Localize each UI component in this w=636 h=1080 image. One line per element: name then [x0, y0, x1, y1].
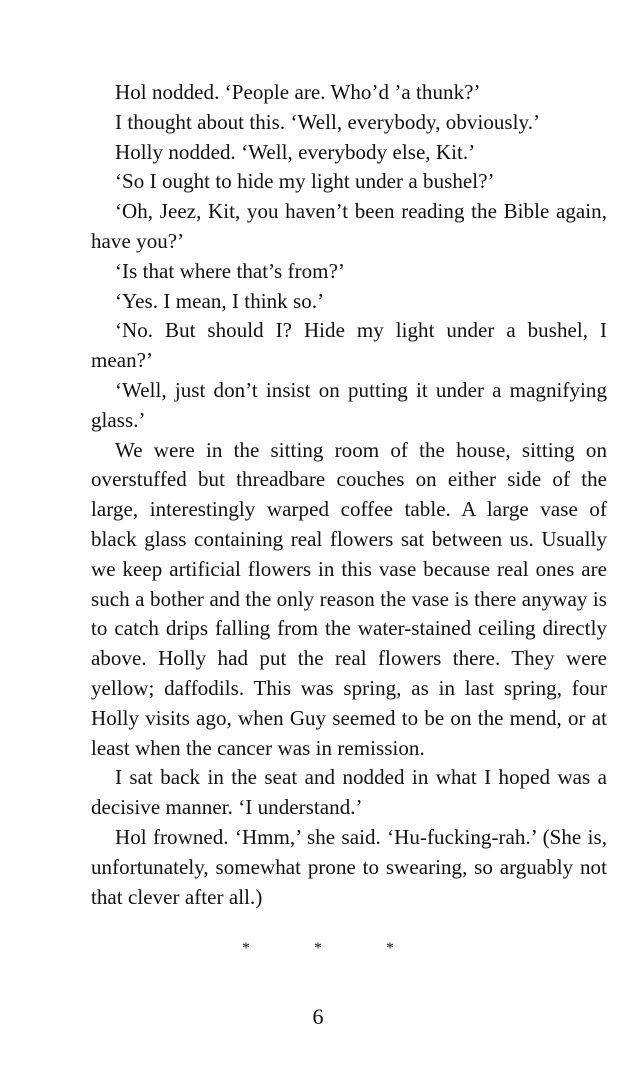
paragraph: Hol frowned. ‘Hmm,’ she said. ‘Hu-fucking-rah.’ (She is, unfortunately, somewhat prone to swearing, so arguably not that clever after all.)	[91, 824, 607, 909]
paragraph: Hol nodded. ‘People are. Who’d ’a thunk?’	[115, 80, 481, 104]
paragraph: ‘Yes. I mean, I think so.’	[115, 288, 325, 313]
paragraph: ‘No. But should I? Hide my light under a bushel, I mean?’	[91, 318, 607, 373]
paragraph: ‘Oh, Jeez, Kit, you haven’t been reading the Bible again, have you?’	[91, 199, 607, 253]
paragraph: I thought about this. ‘Well, everybody, obviously.’	[115, 109, 541, 134]
paragraph: ‘Is that where that’s from?’	[115, 258, 345, 283]
paragraph: ‘Well, just don’t insist on putting it under a magnifying glass.’	[91, 377, 607, 432]
paragraph: We were in the sitting room of the house, sitting on overstuffed but threadbare couches on either side of the large, interestingly warped coffee table. A large vase of black glass containing real flowers sat between us. Usually we keep artificial flowers in this vase because real ones are such a bother and the only reason the vase is there anyway is to catch drips falling from the water-stained ceiling directly above. Holly had put the real flowers there. They were yellow; daffodils. This was spring, as in last spring, four Holly visits ago, when Guy seemed to be on the mend, or at least when the cancer was in remission.	[91, 437, 607, 760]
page-number: 6	[312, 1004, 324, 1029]
paragraph: Holly nodded. ‘Well, everybody else, Kit.’	[115, 139, 476, 164]
paragraph: I sat back in the seat and nodded in what I hoped was a decisive manner. ‘I understand.’	[91, 765, 607, 820]
paragraph: ‘So I ought to hide my light under a bushel?’	[115, 169, 495, 194]
section-break: * * *	[242, 940, 424, 957]
body-text	[91, 78, 607, 912]
